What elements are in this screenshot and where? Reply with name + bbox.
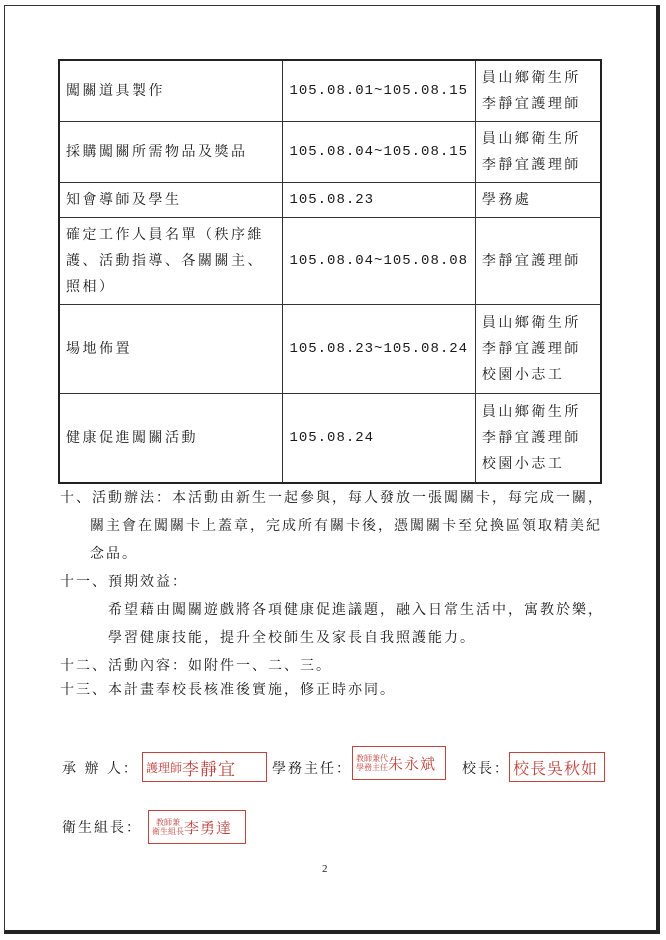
- section-11: [60, 568, 604, 652]
- task-cell: 採購闖關所需物品及獎品: [59, 122, 283, 183]
- organizer-stamp-title: 護理師: [146, 760, 183, 775]
- owner-cell: [475, 122, 601, 183]
- section-12-line: 十二、活動內容：如附件一、二、三。: [60, 658, 332, 674]
- date-cell: 105.08.04~105.08.08: [283, 218, 475, 305]
- student-affairs-label: 學務主任：: [272, 761, 352, 777]
- owner-line: 校園小志工: [481, 456, 565, 472]
- date-cell: 105.08.01~105.08.15: [283, 60, 475, 122]
- section-13-line: 十三、本計畫奉校長核准後實施，修正時亦同。: [60, 682, 396, 698]
- owner-line: 員山鄉衛生所: [481, 131, 581, 147]
- health-stamp-title: [152, 818, 184, 836]
- date-cell: 105.08.23: [283, 183, 475, 218]
- student-affairs-stamp-name: 朱永斌: [388, 754, 437, 773]
- organizer-label: 承 辦 人：: [62, 761, 139, 777]
- date-cell: 105.08.24: [283, 394, 475, 484]
- stamp-title-line: 教師兼: [156, 818, 180, 827]
- student-affairs-stamp-title: [356, 754, 388, 772]
- task-cell: 健康促進闖關活動: [59, 394, 283, 484]
- owner-line: 員山鄉衛生所: [481, 70, 581, 86]
- table-row: [59, 183, 601, 218]
- principal-label: 校長：: [462, 761, 510, 777]
- date-cell: 105.08.23~105.08.24: [283, 305, 475, 394]
- owner-line: 校園小志工: [481, 367, 565, 383]
- section-11-line: 學習健康技能，提升全校師生及家長自我照護能力。: [108, 630, 476, 646]
- owner-cell: [475, 394, 601, 484]
- section-10-line: 念品。: [90, 546, 138, 562]
- table-row: [59, 60, 601, 122]
- owner-cell: [475, 183, 601, 218]
- owner-line: 李靜宜護理師: [481, 341, 581, 357]
- task-cell: [59, 218, 283, 305]
- table-row: [59, 394, 601, 484]
- section-13: [60, 676, 600, 704]
- stamp-title-line: 衛生組長: [152, 827, 184, 836]
- owner-line: 李靜宜護理師: [481, 253, 581, 269]
- owner-line: 員山鄉衛生所: [481, 315, 581, 331]
- health-stamp-name: 李勇達: [184, 818, 233, 837]
- principal-stamp: [509, 752, 605, 782]
- organizer-stamp: [142, 752, 267, 782]
- task-line: 照相）: [66, 279, 116, 295]
- student-affairs-stamp: [352, 746, 446, 780]
- owner-line: 李靜宜護理師: [481, 157, 581, 173]
- stamp-title-line: 學務主任: [356, 763, 388, 772]
- section-11-line: 希望藉由闖關遊戲將各項健康促進議題，融入日常生活中，寓教於樂，: [108, 602, 604, 618]
- owner-line: 學務處: [481, 192, 532, 208]
- owner-line: 李靜宜護理師: [481, 430, 581, 446]
- section-10-line: 十、活動辦法：本活動由新生一起參與，每人發放一張闖關卡，每完成一關，: [60, 490, 604, 506]
- health-label: 衛生組長：: [62, 820, 142, 836]
- task-cell: 闖關道具製作: [59, 60, 283, 122]
- organizer-stamp-name: 李靜宜: [182, 759, 237, 780]
- date-cell: 105.08.04~105.08.15: [283, 122, 475, 183]
- table-row: [59, 218, 601, 305]
- section-10: [60, 484, 604, 568]
- owner-cell: [475, 60, 601, 122]
- task-line: 確定工作人員名單（秩序維: [66, 227, 264, 243]
- table-row: [59, 122, 601, 183]
- task-line: 護、活動指導、各關關主、: [66, 253, 264, 269]
- task-cell: 知會導師及學生: [59, 183, 283, 218]
- section-11-heading: 十一、預期效益：: [60, 574, 188, 590]
- owner-cell: [475, 305, 601, 394]
- owner-line: 員山鄉衛生所: [481, 404, 581, 420]
- schedule-table: [58, 59, 602, 484]
- page-number: 2: [322, 863, 328, 875]
- principal-stamp-text: 校長吳秋如: [513, 758, 599, 778]
- table-row: [59, 305, 601, 394]
- stamp-title-line: 教師兼代: [356, 754, 388, 763]
- owner-line: 李靜宜護理師: [481, 96, 581, 112]
- section-10-line: 關主會在闖關卡上蓋章，完成所有關卡後，憑闖關卡至兌換區領取精美紀: [90, 518, 602, 534]
- health-stamp: [148, 810, 246, 844]
- owner-cell: [475, 218, 601, 305]
- task-cell: 場地佈置: [59, 305, 283, 394]
